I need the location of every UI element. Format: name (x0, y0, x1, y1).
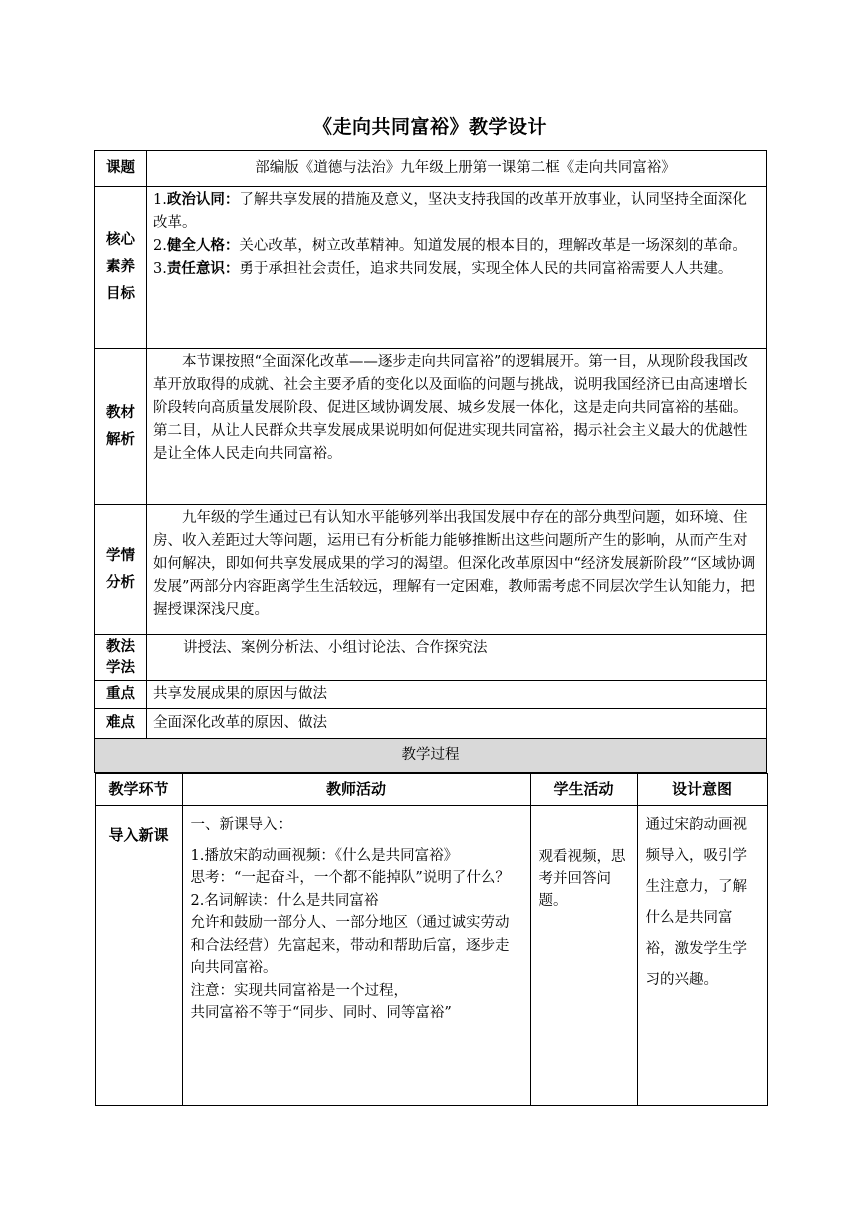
stage-cell: 导入新课 (95, 806, 182, 1106)
students-content (147, 505, 767, 635)
core-goals-content (147, 187, 767, 349)
document-title: 《走向共同富裕》教学设计 (312, 116, 547, 138)
label-line: 教材 (106, 404, 135, 421)
key-point-content: 共享发展成果的原因与做法 (147, 681, 767, 709)
teacher-line: 注意：实现共同富裕是一个过程， (190, 982, 408, 999)
textbook-row (95, 349, 767, 505)
label-line: 分析 (106, 574, 135, 591)
textbook-content (147, 349, 767, 505)
process-table (95, 773, 768, 1106)
teacher-line: 一、新课导入： (190, 817, 292, 833)
difficulty-content: 全面深化改革的原因、做法 (147, 709, 767, 739)
methods-content: 讲授法、案例分析法、小组讨论法、合作探究法 (147, 635, 767, 681)
process-heading: 教学过程 (95, 739, 767, 773)
core-goals-label (95, 187, 147, 349)
goal-key: 责任意识： (166, 261, 240, 277)
topic-content: 部编版《道德与法治》九年级上册第一课第二框《走向共同富裕》 (147, 151, 767, 187)
textbook-label (95, 349, 147, 505)
goal-text: 了解共享发展的措施及意义，坚决支持我国的改革开放事业，认同坚持全面深化改革。 (153, 192, 747, 231)
label-line: 素养 (106, 259, 135, 275)
key-point-row (95, 681, 767, 709)
students-row (95, 505, 767, 635)
label-line: 核心 (106, 232, 135, 248)
student-activity-cell: 观看视频，思考并回答问题。 (530, 806, 637, 1106)
teacher-line: 2.名词解读：什么是共同富裕 (190, 892, 379, 909)
process-table-row (95, 773, 767, 1107)
students-paragraph: 九年级的学生通过已有认知水平能够列举出我国发展中存在的部分典型问题，如环境、住房、收入差距过大等问题，运用已有分析能力能够推断出这些问题所产生的影响，从而产生对如何解决，即如何共享发展成果的学习的渴望。但深化改革原因中“经济发展新阶段”“区域协调发展”两部分内容距离学生生活较远，理解有一定困难，教师需考虑不同层次学生认知能力，把握授课深浅尺度。 (153, 510, 756, 618)
core-goals-row (95, 187, 767, 349)
methods-row (95, 635, 767, 681)
teacher-activity-cell (182, 806, 530, 1106)
methods-label (95, 635, 147, 681)
textbook-paragraph: 本节课按照“全面深化改革——逐步走向共同富裕”的逻辑展开。第一目，从现阶段我国改革开放取得的成就、社会主要矛盾的变化以及面临的问题与挑战，说明我国经济已由高速增长阶段转向高质量发展阶段、促进区域协调发展、城乡发展一体化，这是走向共同富裕的基础。第二目，从让人民群众共享发展成果说明如何促进实现共同富裕，揭示社会主义最大的优越性是让全体人民走向共同富裕。 (153, 354, 748, 462)
teacher-line: 允许和鼓励一部分人、一部分地区（通过诚实劳动和合法经营）先富起来，带动和帮助后富，逐步走向共同富裕。 (190, 915, 510, 976)
column-header: 学生活动 (530, 774, 637, 806)
column-header: 教学环节 (95, 774, 182, 806)
goal-item (153, 189, 761, 235)
goal-key: 政治认同： (166, 192, 240, 208)
goal-number: 3. (153, 261, 167, 277)
goal-number: 2. (153, 238, 167, 254)
topic-label: 课题 (95, 151, 147, 187)
topic-row (95, 151, 767, 187)
label-line: 学情 (106, 547, 135, 564)
label-line: 解析 (106, 431, 135, 448)
goal-item (153, 235, 761, 258)
lesson-design-table (94, 150, 767, 1106)
label-line: 教法 (106, 638, 135, 655)
difficulty-label: 难点 (95, 709, 147, 739)
label-line: 学法 (106, 659, 135, 676)
process-header-row (95, 774, 767, 806)
goal-text: 关心改革，树立改革精神。知道发展的根本目的，理解改革是一场深刻的革命。 (239, 238, 747, 254)
difficulty-row (95, 709, 767, 739)
students-label (95, 505, 147, 635)
goal-key: 健全人格： (166, 238, 240, 254)
key-point-label: 重点 (95, 681, 147, 709)
goal-text: 勇于承担社会责任，追求共同发展，实现全体人民的共同富裕需要人人共建。 (239, 261, 733, 277)
column-header: 教师活动 (182, 774, 530, 806)
column-header: 设计意图 (637, 774, 767, 806)
teacher-line: 共同富裕不等于“同步、同时、同等富裕” (190, 1005, 452, 1021)
goal-number: 1. (153, 192, 167, 208)
goal-item (153, 258, 761, 281)
process-heading-row (95, 739, 767, 773)
teacher-line: 思考：“一起奋斗，一个都不能掉队”说明了什么？ (190, 870, 510, 886)
label-line: 目标 (106, 286, 135, 302)
teacher-line: 1.播放宋韵动画视频：《什么是共同富裕》 (190, 847, 459, 864)
design-intent-cell: 通过宋韵动画视频导入，吸引学生注意力，了解什么是共同富裕，激发学生学习的兴趣。 (637, 806, 767, 1106)
process-row (95, 806, 767, 1106)
